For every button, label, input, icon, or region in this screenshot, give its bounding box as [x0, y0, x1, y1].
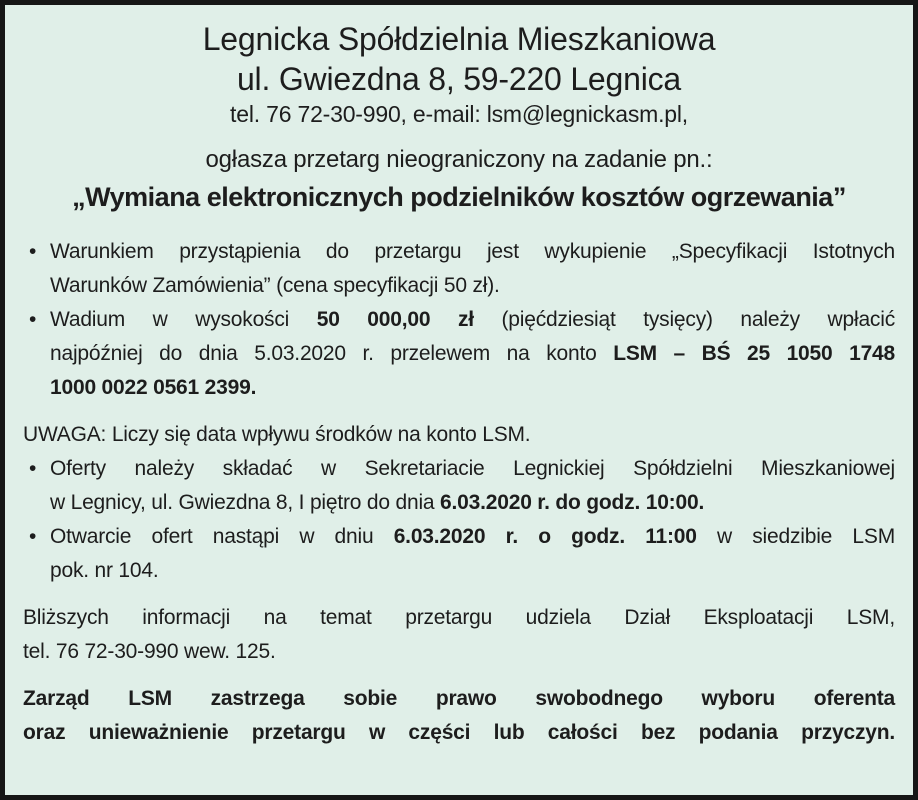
- text-segment: Warunków Zamówienia” (cena specyfikacji 50 zł).: [50, 274, 500, 297]
- bold-text-segment: LSM – BŚ 25 1050 1748: [613, 342, 896, 365]
- bullet-marker: •: [29, 525, 37, 548]
- paragraph: [23, 601, 895, 669]
- text-segment: (pięćdziesiąt tysięcy) należy wpłacić: [473, 308, 895, 331]
- bullet-marker: •: [29, 457, 37, 480]
- text-line: [23, 601, 895, 635]
- text-segment: pok. nr 104.: [50, 559, 159, 582]
- text-segment: Oferty należy składać w Sekretariacie Legnickiej Spółdzielni Mieszkaniowej: [50, 457, 895, 480]
- paragraph-lines: [23, 601, 895, 669]
- paragraph-lines: [50, 520, 895, 588]
- text-segment: Warunkiem przystąpienia do przetargu jest wykupienie „Specyfikacji Istotnych: [50, 240, 895, 263]
- text-segment: UWAGA: Liczy się data wpływu środków na konto LSM.: [23, 423, 531, 446]
- text-segment: Otwarcie ofert nastąpi w dniu: [50, 525, 394, 548]
- organization-contact: tel. 76 72-30-990, e-mail: lsm@legnickasm.pl,: [230, 101, 688, 127]
- text-line: [23, 635, 895, 669]
- text-line: [50, 303, 895, 337]
- bullet-paragraph: [23, 452, 895, 520]
- text-line: [50, 486, 895, 520]
- text-segment: Wadium w wysokości: [50, 308, 317, 331]
- text-line: [50, 235, 895, 269]
- bold-text-segment: 50 000,00 zł: [316, 308, 474, 331]
- text-line: [23, 418, 895, 452]
- text-line: [50, 554, 895, 588]
- tender-title: „Wymiana elektronicznych podzielników kosztów ogrzewania”: [72, 182, 846, 212]
- text-segment: w Legnicy, ul. Gwiezdna 8, I piętro do dnia: [50, 491, 441, 514]
- paragraph: [23, 682, 895, 750]
- notice-header: [23, 19, 895, 215]
- text-line: [50, 337, 895, 371]
- text-segment: w siedzibie LSM: [696, 525, 895, 548]
- bullet-paragraph: [23, 520, 895, 588]
- bold-text-segment: oraz unieważnienie przetargu w części lub całości bez podania przyczyn.: [23, 721, 895, 744]
- bullet-marker: •: [29, 308, 37, 331]
- paragraph-lines: [50, 235, 895, 303]
- text-line: [50, 520, 895, 554]
- announcement-intro: ogłasza przetarg nieograniczony na zadanie pn.:: [205, 146, 713, 173]
- text-segment: tel. 76 72-30-990 wew. 125.: [23, 640, 276, 663]
- paragraph-lines: [23, 682, 895, 750]
- text-line: [23, 682, 895, 716]
- organization-address: ul. Gwiezdna 8, 59-220 Legnica: [236, 61, 682, 97]
- text-line: [50, 452, 895, 486]
- paragraph-lines: [50, 452, 895, 520]
- text-segment: najpóźniej do dnia 5.03.2020 r. przelewem na konto: [50, 342, 614, 365]
- text-line: [50, 371, 895, 405]
- text-segment: Bliższych informacji na temat przetargu udziela Dział Eksploatacji LSM,: [23, 606, 895, 629]
- text-line: [50, 269, 895, 303]
- bullet-marker: •: [29, 240, 37, 263]
- paragraph-lines: [23, 418, 895, 452]
- bullet-paragraph: [23, 235, 895, 303]
- text-line: [23, 716, 895, 750]
- organization-name: Legnicka Spółdzielnia Mieszkaniowa: [202, 21, 716, 57]
- paragraph: [23, 418, 895, 452]
- bullet-paragraph: [23, 303, 895, 405]
- bold-text-segment: 6.03.2020 r. do godz. 10:00.: [440, 491, 705, 514]
- bold-text-segment: 1000 0022 0561 2399.: [50, 376, 257, 399]
- bold-text-segment: Zarząd LSM zastrzega sobie prawo swobodnego wyboru oferenta: [23, 687, 895, 710]
- paragraph-lines: [50, 303, 895, 405]
- notice-body: [23, 235, 895, 750]
- bold-text-segment: 6.03.2020 r. o godz. 11:00: [393, 525, 697, 548]
